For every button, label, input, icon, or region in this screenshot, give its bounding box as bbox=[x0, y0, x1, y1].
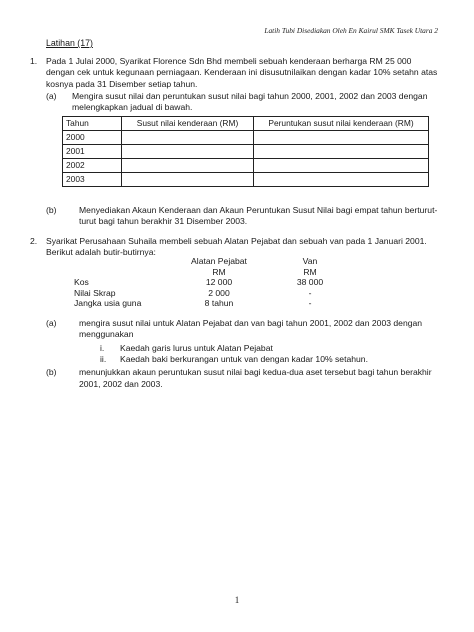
value-alatan: 2 000 bbox=[208, 287, 230, 298]
value-alatan: 12 000 bbox=[205, 277, 233, 287]
table-row bbox=[63, 130, 429, 144]
header-susut-nilai: Susut nilai kenderaan (RM) bbox=[122, 117, 254, 131]
question-1a bbox=[46, 91, 442, 114]
question-2b-text: menunjukkan akaun peruntukan susut nilai bagi kedua-dua aset tersebut bagi tahun berakhir 2001, 2002 dan 2003. bbox=[79, 367, 432, 389]
question-2b-label: (b) bbox=[46, 367, 57, 378]
peruntukan-cell[interactable] bbox=[254, 144, 429, 158]
depreciation-table bbox=[62, 116, 429, 187]
question-2a-label: (a) bbox=[46, 318, 57, 328]
question-1a-text: Mengira susut nilai dan peruntukan susut nilai bagi tahun 2000, 2001, 2002 dan 2003 dengan melengkapkan jadual di bawah. bbox=[72, 91, 428, 113]
page-header: Latih Tubi Disediakan Oleh En Kairul SMK Tasek Utara 2 bbox=[264, 26, 438, 35]
table-header-row bbox=[63, 117, 429, 131]
question-2-text: Syarikat Perusahaan Suhaila membeli sebuah Alatan Pejabat dan sebuah van pada 1 Januari 2001. Berikut adalah butir-butirnya: bbox=[46, 236, 427, 258]
asset-units-row bbox=[74, 267, 354, 278]
table-row bbox=[63, 172, 429, 186]
roman-ii-label: ii. bbox=[100, 354, 107, 365]
question-1 bbox=[30, 56, 442, 114]
roman-i-label: i. bbox=[100, 342, 105, 353]
header-peruntukan: Peruntukan susut nilai kenderaan (RM) bbox=[254, 117, 429, 131]
peruntukan-cell[interactable] bbox=[254, 172, 429, 186]
question-1-text: Pada 1 Julai 2000, Syarikat Florence Sdn Bhd membeli sebuah kenderaan berharga RM 25 000 dengan cek untuk kegunaan perniagaan. Kenderaan ini disusutnilaikan dengan kadar 10% setahn atas kosnya pada 31 Disember setiap tahun. bbox=[46, 56, 438, 89]
value-van: 38 000 bbox=[296, 277, 324, 287]
asset-row-jangka-usia bbox=[74, 298, 354, 309]
susut-cell[interactable] bbox=[122, 144, 254, 158]
question-2a bbox=[46, 318, 438, 341]
table-row bbox=[63, 144, 429, 158]
peruntukan-cell[interactable] bbox=[254, 158, 429, 172]
value-van: - bbox=[308, 287, 312, 298]
header-tahun: Tahun bbox=[63, 117, 122, 131]
row-label: Nilai Skrap bbox=[74, 287, 116, 298]
unit-alatan: RM bbox=[212, 266, 226, 277]
peruntukan-cell[interactable] bbox=[254, 130, 429, 144]
question-2b bbox=[46, 367, 438, 390]
question-2-parts bbox=[46, 318, 438, 392]
susut-cell[interactable] bbox=[122, 172, 254, 186]
asset-header-row bbox=[74, 256, 354, 267]
year-cell: 2001 bbox=[63, 144, 122, 158]
susut-cell[interactable] bbox=[122, 130, 254, 144]
roman-i-text: Kaedah garis lurus untuk Alatan Pejabat bbox=[120, 342, 273, 353]
row-label: Jangka usia guna bbox=[74, 298, 142, 308]
roman-ii-text: Kaedah baki berkurangan untuk van dengan kadar 10% setahun. bbox=[120, 354, 368, 365]
row-label: Kos bbox=[74, 277, 89, 287]
question-1b-label: (b) bbox=[46, 205, 57, 215]
asset-details bbox=[74, 256, 354, 309]
asset-row-nilai-skrap bbox=[74, 288, 354, 299]
col-alatan-pejabat: Alatan Pejabat bbox=[191, 256, 247, 266]
question-2a-i bbox=[79, 343, 438, 354]
asset-row-kos bbox=[74, 277, 354, 288]
question-1b bbox=[46, 205, 438, 228]
page-number: 1 bbox=[234, 595, 240, 605]
question-2-number: 2. bbox=[30, 236, 38, 246]
year-cell: 2003 bbox=[63, 172, 122, 186]
question-1-number: 1. bbox=[30, 56, 38, 66]
question-1a-label: (a) bbox=[46, 91, 57, 102]
year-cell: 2000 bbox=[63, 130, 122, 144]
col-van: Van bbox=[302, 256, 318, 266]
question-2a-ii bbox=[79, 354, 438, 365]
susut-cell[interactable] bbox=[122, 158, 254, 172]
question-2a-text: mengira susut nilai untuk Alatan Pejabat dan van bagi tahun 2001, 2002 dan 2003 dengan menggunakan bbox=[79, 318, 423, 340]
table-row bbox=[63, 158, 429, 172]
value-van: - bbox=[308, 298, 312, 308]
year-cell: 2002 bbox=[63, 158, 122, 172]
question-1b-text: Menyediakan Akaun Kenderaan dan Akaun Peruntukan Susut Nilai bagi empat tahun berturut-turut bagi tahun berakhir 31 Disember 2003. bbox=[79, 205, 438, 227]
exercise-title: Latihan (17) bbox=[46, 38, 93, 48]
value-alatan: 8 tahun bbox=[204, 298, 234, 308]
unit-van: RM bbox=[303, 266, 317, 277]
